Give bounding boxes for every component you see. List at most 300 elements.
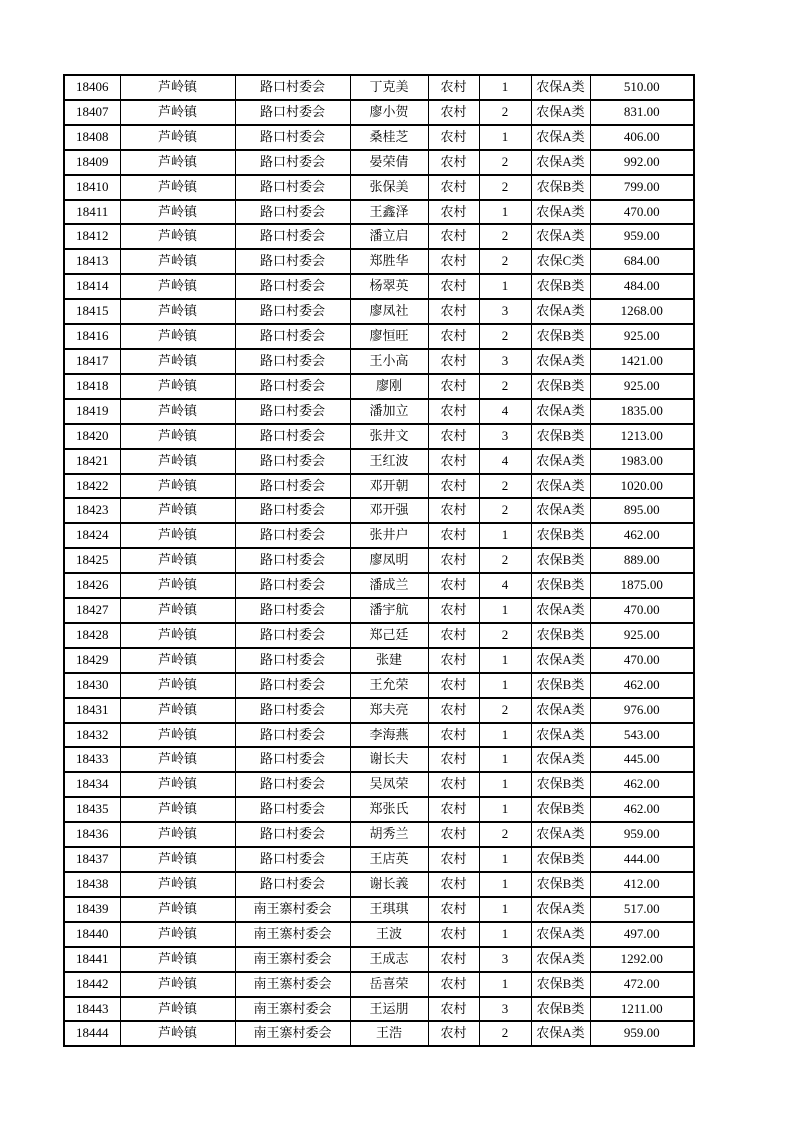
cell-record-id: 18419 — [64, 399, 120, 424]
cell-insurance-type: 农保B类 — [531, 548, 590, 573]
cell-amount: 470.00 — [590, 200, 694, 225]
cell-insurance-type: 农保B类 — [531, 274, 590, 299]
cell-amount: 1268.00 — [590, 299, 694, 324]
table-body — [64, 75, 694, 1046]
cell-amount: 959.00 — [590, 224, 694, 249]
table-row — [64, 349, 694, 374]
cell-town: 芦岭镇 — [120, 648, 235, 673]
cell-amount: 484.00 — [590, 274, 694, 299]
cell-amount: 976.00 — [590, 698, 694, 723]
cell-person-name: 王小高 — [350, 349, 428, 374]
table-row — [64, 200, 694, 225]
cell-record-id: 18423 — [64, 498, 120, 523]
cell-household-type: 农村 — [428, 997, 479, 1022]
cell-insurance-type: 农保B类 — [531, 175, 590, 200]
cell-person-count: 1 — [479, 200, 531, 225]
cell-person-count: 1 — [479, 847, 531, 872]
cell-town: 芦岭镇 — [120, 175, 235, 200]
cell-person-count: 3 — [479, 947, 531, 972]
cell-record-id: 18413 — [64, 249, 120, 274]
cell-amount: 445.00 — [590, 747, 694, 772]
cell-insurance-type: 农保B类 — [531, 872, 590, 897]
cell-person-count: 1 — [479, 673, 531, 698]
cell-village-committee: 路口村委会 — [235, 474, 350, 499]
cell-record-id: 18414 — [64, 274, 120, 299]
cell-amount: 925.00 — [590, 623, 694, 648]
cell-village-committee: 路口村委会 — [235, 772, 350, 797]
cell-town: 芦岭镇 — [120, 1021, 235, 1046]
cell-person-name: 吴凤荣 — [350, 772, 428, 797]
cell-insurance-type: 农保B类 — [531, 972, 590, 997]
table-row — [64, 548, 694, 573]
cell-person-count: 2 — [479, 100, 531, 125]
cell-person-count: 1 — [479, 922, 531, 947]
cell-village-committee: 路口村委会 — [235, 324, 350, 349]
cell-household-type: 农村 — [428, 897, 479, 922]
cell-person-name: 晏荣倩 — [350, 150, 428, 175]
cell-village-committee: 路口村委会 — [235, 698, 350, 723]
cell-household-type: 农村 — [428, 374, 479, 399]
cell-amount: 462.00 — [590, 673, 694, 698]
cell-town: 芦岭镇 — [120, 474, 235, 499]
cell-town: 芦岭镇 — [120, 947, 235, 972]
cell-insurance-type: 农保A类 — [531, 648, 590, 673]
cell-village-committee: 路口村委会 — [235, 598, 350, 623]
cell-insurance-type: 农保A类 — [531, 399, 590, 424]
cell-record-id: 18426 — [64, 573, 120, 598]
cell-record-id: 18436 — [64, 822, 120, 847]
cell-village-committee: 路口村委会 — [235, 100, 350, 125]
cell-household-type: 农村 — [428, 249, 479, 274]
table-row — [64, 997, 694, 1022]
cell-village-committee: 路口村委会 — [235, 648, 350, 673]
cell-person-count: 1 — [479, 897, 531, 922]
cell-household-type: 农村 — [428, 573, 479, 598]
cell-household-type: 农村 — [428, 125, 479, 150]
cell-amount: 1020.00 — [590, 474, 694, 499]
cell-record-id: 18434 — [64, 772, 120, 797]
cell-person-count: 1 — [479, 523, 531, 548]
cell-town: 芦岭镇 — [120, 673, 235, 698]
cell-insurance-type: 农保B类 — [531, 997, 590, 1022]
cell-village-committee: 路口村委会 — [235, 797, 350, 822]
cell-person-name: 潘加立 — [350, 399, 428, 424]
cell-household-type: 农村 — [428, 399, 479, 424]
cell-town: 芦岭镇 — [120, 399, 235, 424]
cell-person-count: 3 — [479, 424, 531, 449]
cell-person-name: 桑桂芝 — [350, 125, 428, 150]
cell-record-id: 18417 — [64, 349, 120, 374]
cell-record-id: 18409 — [64, 150, 120, 175]
cell-village-committee: 路口村委会 — [235, 349, 350, 374]
cell-village-committee: 路口村委会 — [235, 449, 350, 474]
cell-record-id: 18430 — [64, 673, 120, 698]
cell-record-id: 18442 — [64, 972, 120, 997]
cell-village-committee: 路口村委会 — [235, 822, 350, 847]
cell-person-name: 王运朋 — [350, 997, 428, 1022]
cell-household-type: 农村 — [428, 698, 479, 723]
cell-insurance-type: 农保A类 — [531, 897, 590, 922]
cell-person-count: 3 — [479, 349, 531, 374]
cell-person-name: 郑夫亮 — [350, 698, 428, 723]
cell-household-type: 农村 — [428, 947, 479, 972]
cell-insurance-type: 农保A类 — [531, 922, 590, 947]
cell-town: 芦岭镇 — [120, 772, 235, 797]
cell-person-name: 廖凤社 — [350, 299, 428, 324]
cell-person-count: 1 — [479, 648, 531, 673]
cell-village-committee: 路口村委会 — [235, 125, 350, 150]
cell-household-type: 农村 — [428, 523, 479, 548]
cell-amount: 1421.00 — [590, 349, 694, 374]
cell-village-committee: 南王寨村委会 — [235, 1021, 350, 1046]
cell-person-count: 2 — [479, 249, 531, 274]
cell-amount: 406.00 — [590, 125, 694, 150]
cell-household-type: 农村 — [428, 224, 479, 249]
cell-person-count: 2 — [479, 175, 531, 200]
cell-town: 芦岭镇 — [120, 598, 235, 623]
cell-person-name: 丁克美 — [350, 75, 428, 100]
cell-person-count: 2 — [479, 150, 531, 175]
cell-record-id: 18438 — [64, 872, 120, 897]
cell-insurance-type: 农保C类 — [531, 249, 590, 274]
cell-record-id: 18418 — [64, 374, 120, 399]
cell-household-type: 农村 — [428, 723, 479, 748]
cell-town: 芦岭镇 — [120, 150, 235, 175]
cell-town: 芦岭镇 — [120, 349, 235, 374]
cell-record-id: 18441 — [64, 947, 120, 972]
cell-person-name: 谢长夫 — [350, 747, 428, 772]
cell-person-name: 王店英 — [350, 847, 428, 872]
cell-record-id: 18427 — [64, 598, 120, 623]
cell-household-type: 农村 — [428, 822, 479, 847]
cell-person-name: 廖凤明 — [350, 548, 428, 573]
cell-insurance-type: 农保A类 — [531, 299, 590, 324]
cell-amount: 470.00 — [590, 598, 694, 623]
table-row — [64, 498, 694, 523]
cell-village-committee: 路口村委会 — [235, 249, 350, 274]
cell-amount: 472.00 — [590, 972, 694, 997]
cell-insurance-type: 农保B类 — [531, 424, 590, 449]
cell-insurance-type: 农保A类 — [531, 598, 590, 623]
cell-insurance-type: 农保A类 — [531, 200, 590, 225]
table-row — [64, 424, 694, 449]
cell-amount: 831.00 — [590, 100, 694, 125]
cell-person-count: 1 — [479, 872, 531, 897]
cell-insurance-type: 农保A类 — [531, 747, 590, 772]
cell-village-committee: 路口村委会 — [235, 424, 350, 449]
cell-village-committee: 路口村委会 — [235, 374, 350, 399]
cell-person-count: 3 — [479, 299, 531, 324]
cell-person-count: 2 — [479, 474, 531, 499]
cell-village-committee: 路口村委会 — [235, 299, 350, 324]
cell-record-id: 18424 — [64, 523, 120, 548]
cell-amount: 462.00 — [590, 772, 694, 797]
cell-insurance-type: 农保A类 — [531, 498, 590, 523]
cell-person-count: 1 — [479, 797, 531, 822]
cell-household-type: 农村 — [428, 200, 479, 225]
cell-amount: 412.00 — [590, 872, 694, 897]
cell-person-name: 岳喜荣 — [350, 972, 428, 997]
cell-household-type: 农村 — [428, 274, 479, 299]
table-row — [64, 598, 694, 623]
cell-person-count: 2 — [479, 498, 531, 523]
table-row — [64, 224, 694, 249]
cell-record-id: 18443 — [64, 997, 120, 1022]
cell-town: 芦岭镇 — [120, 822, 235, 847]
cell-person-name: 张井户 — [350, 523, 428, 548]
table-row — [64, 623, 694, 648]
cell-person-count: 2 — [479, 822, 531, 847]
cell-town: 芦岭镇 — [120, 922, 235, 947]
cell-village-committee: 路口村委会 — [235, 847, 350, 872]
cell-record-id: 18411 — [64, 200, 120, 225]
cell-person-name: 李海燕 — [350, 723, 428, 748]
cell-household-type: 农村 — [428, 872, 479, 897]
cell-person-name: 谢长義 — [350, 872, 428, 897]
cell-person-name: 廖恒旺 — [350, 324, 428, 349]
table-row — [64, 449, 694, 474]
cell-village-committee: 路口村委会 — [235, 224, 350, 249]
cell-insurance-type: 农保B类 — [531, 573, 590, 598]
cell-amount: 1875.00 — [590, 573, 694, 598]
cell-person-name: 杨翠英 — [350, 274, 428, 299]
cell-record-id: 18408 — [64, 125, 120, 150]
cell-amount: 462.00 — [590, 797, 694, 822]
cell-amount: 895.00 — [590, 498, 694, 523]
cell-insurance-type: 农保A类 — [531, 947, 590, 972]
cell-insurance-type: 农保B类 — [531, 523, 590, 548]
cell-person-name: 廖刚 — [350, 374, 428, 399]
cell-person-count: 4 — [479, 399, 531, 424]
cell-record-id: 18415 — [64, 299, 120, 324]
table-row — [64, 100, 694, 125]
cell-town: 芦岭镇 — [120, 224, 235, 249]
cell-household-type: 农村 — [428, 673, 479, 698]
cell-town: 芦岭镇 — [120, 324, 235, 349]
cell-town: 芦岭镇 — [120, 972, 235, 997]
cell-town: 芦岭镇 — [120, 872, 235, 897]
cell-village-committee: 路口村委会 — [235, 75, 350, 100]
cell-amount: 1292.00 — [590, 947, 694, 972]
cell-insurance-type: 农保A类 — [531, 723, 590, 748]
cell-record-id: 18440 — [64, 922, 120, 947]
table-row — [64, 648, 694, 673]
cell-village-committee: 南王寨村委会 — [235, 897, 350, 922]
table-row — [64, 872, 694, 897]
cell-amount: 925.00 — [590, 324, 694, 349]
table-row — [64, 75, 694, 100]
cell-person-count: 1 — [479, 75, 531, 100]
table-row — [64, 723, 694, 748]
cell-household-type: 农村 — [428, 1021, 479, 1046]
cell-person-name: 王允荣 — [350, 673, 428, 698]
cell-person-count: 1 — [479, 772, 531, 797]
cell-household-type: 农村 — [428, 772, 479, 797]
cell-amount: 1835.00 — [590, 399, 694, 424]
cell-town: 芦岭镇 — [120, 747, 235, 772]
cell-amount: 959.00 — [590, 822, 694, 847]
cell-record-id: 18439 — [64, 897, 120, 922]
cell-household-type: 农村 — [428, 797, 479, 822]
cell-household-type: 农村 — [428, 747, 479, 772]
cell-amount: 497.00 — [590, 922, 694, 947]
cell-amount: 1211.00 — [590, 997, 694, 1022]
cell-household-type: 农村 — [428, 498, 479, 523]
cell-village-committee: 路口村委会 — [235, 747, 350, 772]
cell-household-type: 农村 — [428, 548, 479, 573]
cell-amount: 925.00 — [590, 374, 694, 399]
cell-town: 芦岭镇 — [120, 723, 235, 748]
cell-insurance-type: 农保B类 — [531, 797, 590, 822]
table-row — [64, 972, 694, 997]
cell-record-id: 18406 — [64, 75, 120, 100]
cell-village-committee: 南王寨村委会 — [235, 997, 350, 1022]
cell-person-count: 1 — [479, 598, 531, 623]
cell-record-id: 18425 — [64, 548, 120, 573]
cell-person-name: 潘成兰 — [350, 573, 428, 598]
table-row — [64, 747, 694, 772]
table-row — [64, 897, 694, 922]
cell-village-committee: 路口村委会 — [235, 548, 350, 573]
cell-insurance-type: 农保B类 — [531, 324, 590, 349]
table-row — [64, 249, 694, 274]
cell-record-id: 18422 — [64, 474, 120, 499]
cell-town: 芦岭镇 — [120, 374, 235, 399]
cell-household-type: 农村 — [428, 598, 479, 623]
cell-record-id: 18433 — [64, 747, 120, 772]
cell-village-committee: 路口村委会 — [235, 399, 350, 424]
cell-village-committee: 路口村委会 — [235, 673, 350, 698]
cell-amount: 1983.00 — [590, 449, 694, 474]
cell-town: 芦岭镇 — [120, 75, 235, 100]
cell-town: 芦岭镇 — [120, 698, 235, 723]
cell-person-count: 4 — [479, 449, 531, 474]
cell-amount: 543.00 — [590, 723, 694, 748]
cell-person-count: 2 — [479, 1021, 531, 1046]
cell-record-id: 18432 — [64, 723, 120, 748]
cell-town: 芦岭镇 — [120, 249, 235, 274]
cell-household-type: 农村 — [428, 972, 479, 997]
cell-person-name: 王波 — [350, 922, 428, 947]
cell-town: 芦岭镇 — [120, 449, 235, 474]
cell-person-name: 王成志 — [350, 947, 428, 972]
table-row — [64, 847, 694, 872]
cell-amount: 992.00 — [590, 150, 694, 175]
cell-insurance-type: 农保A类 — [531, 100, 590, 125]
table-row — [64, 573, 694, 598]
cell-record-id: 18428 — [64, 623, 120, 648]
cell-insurance-type: 农保A类 — [531, 349, 590, 374]
cell-village-committee: 南王寨村委会 — [235, 922, 350, 947]
table-row — [64, 947, 694, 972]
cell-record-id: 18429 — [64, 648, 120, 673]
cell-amount: 510.00 — [590, 75, 694, 100]
cell-insurance-type: 农保B类 — [531, 772, 590, 797]
cell-town: 芦岭镇 — [120, 847, 235, 872]
cell-person-name: 邓开朝 — [350, 474, 428, 499]
cell-village-committee: 路口村委会 — [235, 623, 350, 648]
cell-village-committee: 路口村委会 — [235, 200, 350, 225]
cell-town: 芦岭镇 — [120, 424, 235, 449]
cell-person-name: 王鑫泽 — [350, 200, 428, 225]
cell-insurance-type: 农保A类 — [531, 75, 590, 100]
cell-record-id: 18435 — [64, 797, 120, 822]
cell-household-type: 农村 — [428, 349, 479, 374]
cell-person-count: 1 — [479, 125, 531, 150]
cell-town: 芦岭镇 — [120, 573, 235, 598]
cell-person-name: 邓开强 — [350, 498, 428, 523]
cell-person-name: 潘宇航 — [350, 598, 428, 623]
cell-insurance-type: 农保A类 — [531, 125, 590, 150]
table-row — [64, 922, 694, 947]
cell-household-type: 农村 — [428, 75, 479, 100]
cell-person-count: 2 — [479, 548, 531, 573]
cell-town: 芦岭镇 — [120, 100, 235, 125]
cell-village-committee: 路口村委会 — [235, 723, 350, 748]
cell-insurance-type: 农保A类 — [531, 822, 590, 847]
cell-person-count: 1 — [479, 723, 531, 748]
cell-household-type: 农村 — [428, 424, 479, 449]
cell-household-type: 农村 — [428, 150, 479, 175]
table-row — [64, 822, 694, 847]
cell-person-count: 2 — [479, 224, 531, 249]
cell-village-committee: 路口村委会 — [235, 573, 350, 598]
cell-person-count: 1 — [479, 747, 531, 772]
cell-village-committee: 路口村委会 — [235, 523, 350, 548]
cell-person-name: 郑张氏 — [350, 797, 428, 822]
table-row — [64, 698, 694, 723]
cell-town: 芦岭镇 — [120, 548, 235, 573]
cell-person-name: 王琪琪 — [350, 897, 428, 922]
cell-person-name: 张建 — [350, 648, 428, 673]
cell-record-id: 18437 — [64, 847, 120, 872]
table-row — [64, 523, 694, 548]
cell-household-type: 农村 — [428, 100, 479, 125]
cell-town: 芦岭镇 — [120, 797, 235, 822]
cell-person-name: 张保美 — [350, 175, 428, 200]
cell-person-count: 3 — [479, 997, 531, 1022]
table-row — [64, 274, 694, 299]
cell-household-type: 农村 — [428, 648, 479, 673]
table-row — [64, 299, 694, 324]
cell-insurance-type: 农保A类 — [531, 1021, 590, 1046]
table-row — [64, 673, 694, 698]
cell-person-count: 1 — [479, 972, 531, 997]
cell-village-committee: 路口村委会 — [235, 498, 350, 523]
cell-household-type: 农村 — [428, 623, 479, 648]
cell-person-name: 张井文 — [350, 424, 428, 449]
cell-amount: 444.00 — [590, 847, 694, 872]
table-row — [64, 324, 694, 349]
cell-person-name: 潘立启 — [350, 224, 428, 249]
cell-household-type: 农村 — [428, 299, 479, 324]
cell-person-name: 胡秀兰 — [350, 822, 428, 847]
cell-person-name: 王红波 — [350, 449, 428, 474]
cell-amount: 470.00 — [590, 648, 694, 673]
cell-amount: 517.00 — [590, 897, 694, 922]
cell-household-type: 农村 — [428, 847, 479, 872]
cell-record-id: 18444 — [64, 1021, 120, 1046]
cell-town: 芦岭镇 — [120, 623, 235, 648]
cell-village-committee: 路口村委会 — [235, 274, 350, 299]
cell-town: 芦岭镇 — [120, 523, 235, 548]
cell-person-name: 郑胜华 — [350, 249, 428, 274]
cell-village-committee: 路口村委会 — [235, 872, 350, 897]
table-row — [64, 374, 694, 399]
cell-town: 芦岭镇 — [120, 897, 235, 922]
table-row — [64, 1021, 694, 1046]
cell-town: 芦岭镇 — [120, 299, 235, 324]
